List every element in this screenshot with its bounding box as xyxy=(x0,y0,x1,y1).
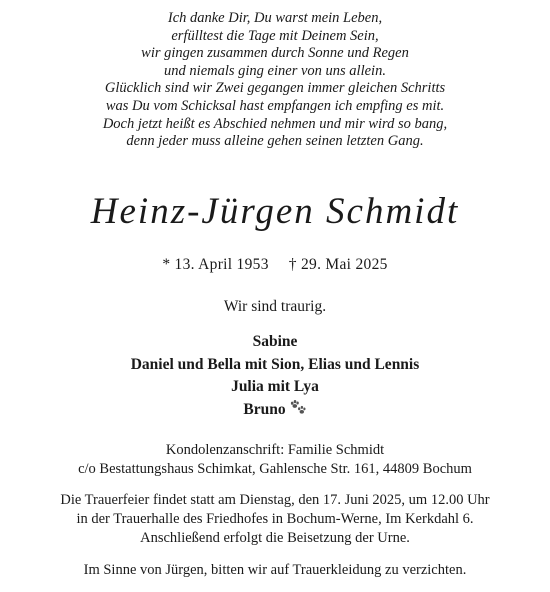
address-line: c/o Bestattungshaus Schimkat, Gahlensche Str. 161, 44809 Bochum xyxy=(78,460,472,477)
service-line: in der Trauerhalle des Friedhofes in Bochum-Werne, Im Kerkdahl 6. xyxy=(76,510,474,527)
poem-line: denn jeder muss alleine gehen seinen letzten Gang. xyxy=(126,133,424,150)
poem-line: Ich danke Dir, Du warst mein Leben, xyxy=(167,10,383,26)
service-line: Anschließend erfolgt die Beisetzung der Urne. xyxy=(140,529,410,546)
condolence-address xyxy=(0,441,550,478)
poem-line: was Du vom Schicksal hast empfangen ich empfing es mit. xyxy=(105,97,445,114)
poem-line: Glücklich sind wir Zwei gegangen immer gleichen Schritts xyxy=(104,80,446,97)
life-dates xyxy=(0,255,550,275)
pet-name: Bruno xyxy=(243,400,286,418)
family-member: Sabine xyxy=(252,333,298,350)
death-date: † 29. Mai 2025 xyxy=(288,256,388,273)
poem-line: Doch jetzt heißt es Abschied nehmen und mir wird so bang, xyxy=(102,115,448,132)
family-member: Daniel und Bella mit Sion, Elias und Lennis xyxy=(130,355,420,373)
birth-date: * 13. April 1953 xyxy=(162,256,269,273)
poem-line: und niemals ging einer von uns allein. xyxy=(164,62,386,79)
funeral-service-info xyxy=(0,491,550,547)
family-member: Julia mit Lya xyxy=(231,378,319,395)
dress-code-request: Im Sinne von Jürgen, bitten wir auf Trauerkleidung zu verzichten. xyxy=(83,562,467,578)
service-line: Die Trauerfeier findet statt am Dienstag, den 17. Juni 2025, um 12.00 Uhr xyxy=(60,492,490,508)
family-member-pet xyxy=(0,399,550,423)
mourning-intro: Wir sind traurig. xyxy=(223,298,327,315)
address-line: Kondolenzanschrift: Familie Schmidt xyxy=(165,442,385,458)
poem-line: erfülltest die Tage mit Deinem Sein, xyxy=(171,27,379,44)
deceased-name: Heinz-Jürgen Schmidt xyxy=(90,191,460,232)
paw-prints-icon xyxy=(289,399,307,423)
poem-line: wir gingen zusammen durch Sonne und Regen xyxy=(141,45,409,62)
poem xyxy=(0,10,550,151)
family-list xyxy=(0,331,550,422)
